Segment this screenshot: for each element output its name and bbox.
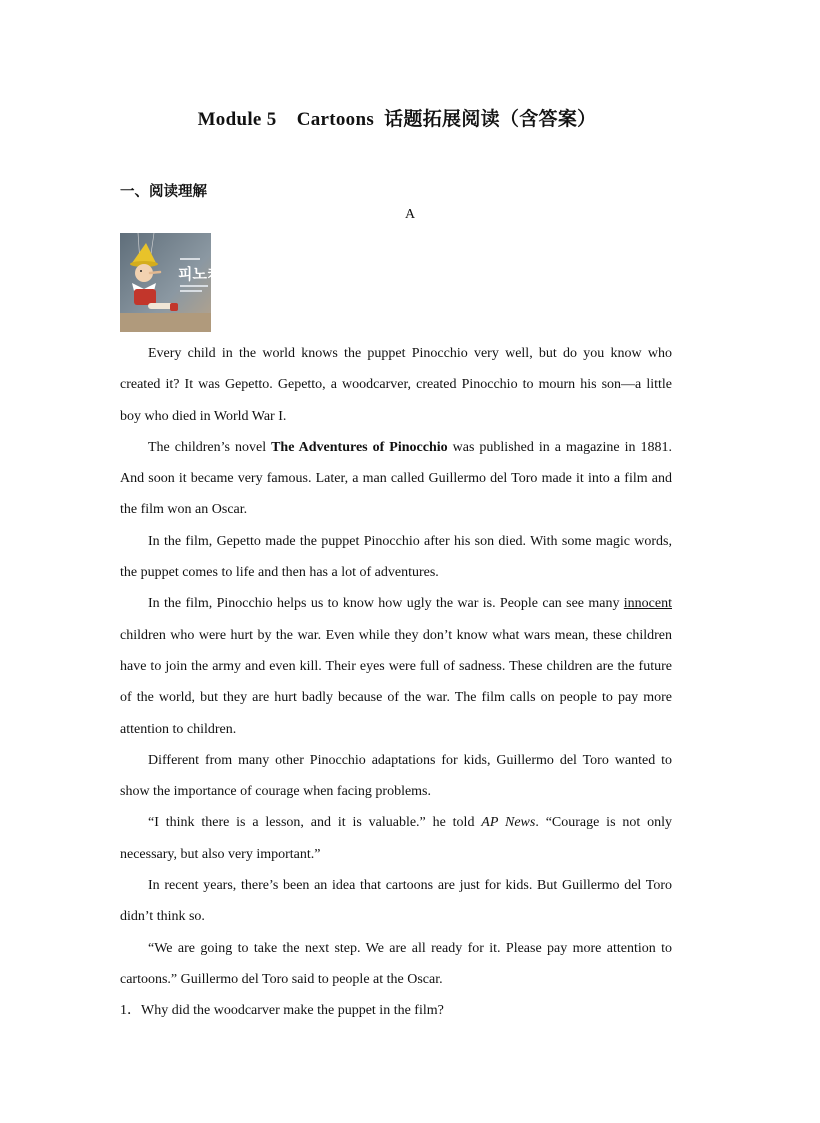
page-title: Module 5 Cartoons 话题拓展阅读（含答案） <box>197 109 597 130</box>
novel-title: The Adventures of Pinocchio <box>271 439 448 455</box>
passage-body <box>120 338 672 1027</box>
passage-paragraph-1: Every child in the world knows the puppet Pinocchio very well, but do you know who created it? It was Gepetto. Gepetto, a woodcarver, created Pinocchio to mourn his son—a little boy who died in World War I. <box>120 346 672 424</box>
passage-paragraph-7: In recent years, there’s been an idea that cartoons are just for kids. But Guillermo del Toro didn’t think so. <box>120 878 672 925</box>
paragraph-text: children who were hurt by the war. Even while they don’t know what wars mean, these children have to join the army and even kill. Their eyes were full of sadness. These children are the future of the world, but they are hurt badly because of the war. The film calls on people to pay more attention to children. <box>120 627 672 737</box>
pinocchio-image <box>120 233 222 332</box>
underlined-word: innocent <box>623 596 672 612</box>
passage-paragraph-8: “We are going to take the next step. We are all ready for it. Please pay more attention to cartoons.” Guillermo del Toro said to people at the Oscar. <box>120 940 672 987</box>
passage-paragraph-6 <box>120 807 672 870</box>
paragraph-text: “I think there is a lesson, and it is valuable.” he told <box>148 815 482 831</box>
paragraph-text: was published in a magazine in 1881. And soon it became very famous. Later, a man called Guillermo del Toro made it into a film and the film won an Oscar. <box>120 439 673 518</box>
passage-paragraph-4 <box>120 588 672 744</box>
section-heading: 一、阅读理解 <box>120 184 207 200</box>
paragraph-text: The children’s novel <box>148 439 272 455</box>
passage-paragraph-5: Different from many other Pinocchio adaptations for kids, Guillermo del Toro wanted to show the importance of courage when facing problems. <box>120 752 672 800</box>
passage-paragraph-3: In the film, Gepetto made the puppet Pinocchio after his son died. With some magic words, the puppet comes to life and then has a lot of adventures. <box>120 533 672 581</box>
paragraph-text: In the film, Pinocchio helps us to know how ugly the war is. People can see many <box>148 596 624 612</box>
paragraph-text: . “Courage is not only necessary, but also very important.” <box>120 815 672 862</box>
question-text: Why did the woodcarver make the puppet in the film? <box>141 1003 444 1019</box>
passage-paragraph-2 <box>120 432 672 526</box>
question-1 <box>120 995 672 1026</box>
passage-label: A <box>404 207 416 222</box>
poster-text: 피노키 <box>178 265 222 283</box>
question-number: 1． <box>120 1003 141 1019</box>
pinocchio-puppet-icon <box>120 233 222 332</box>
news-source: AP News <box>481 815 536 831</box>
